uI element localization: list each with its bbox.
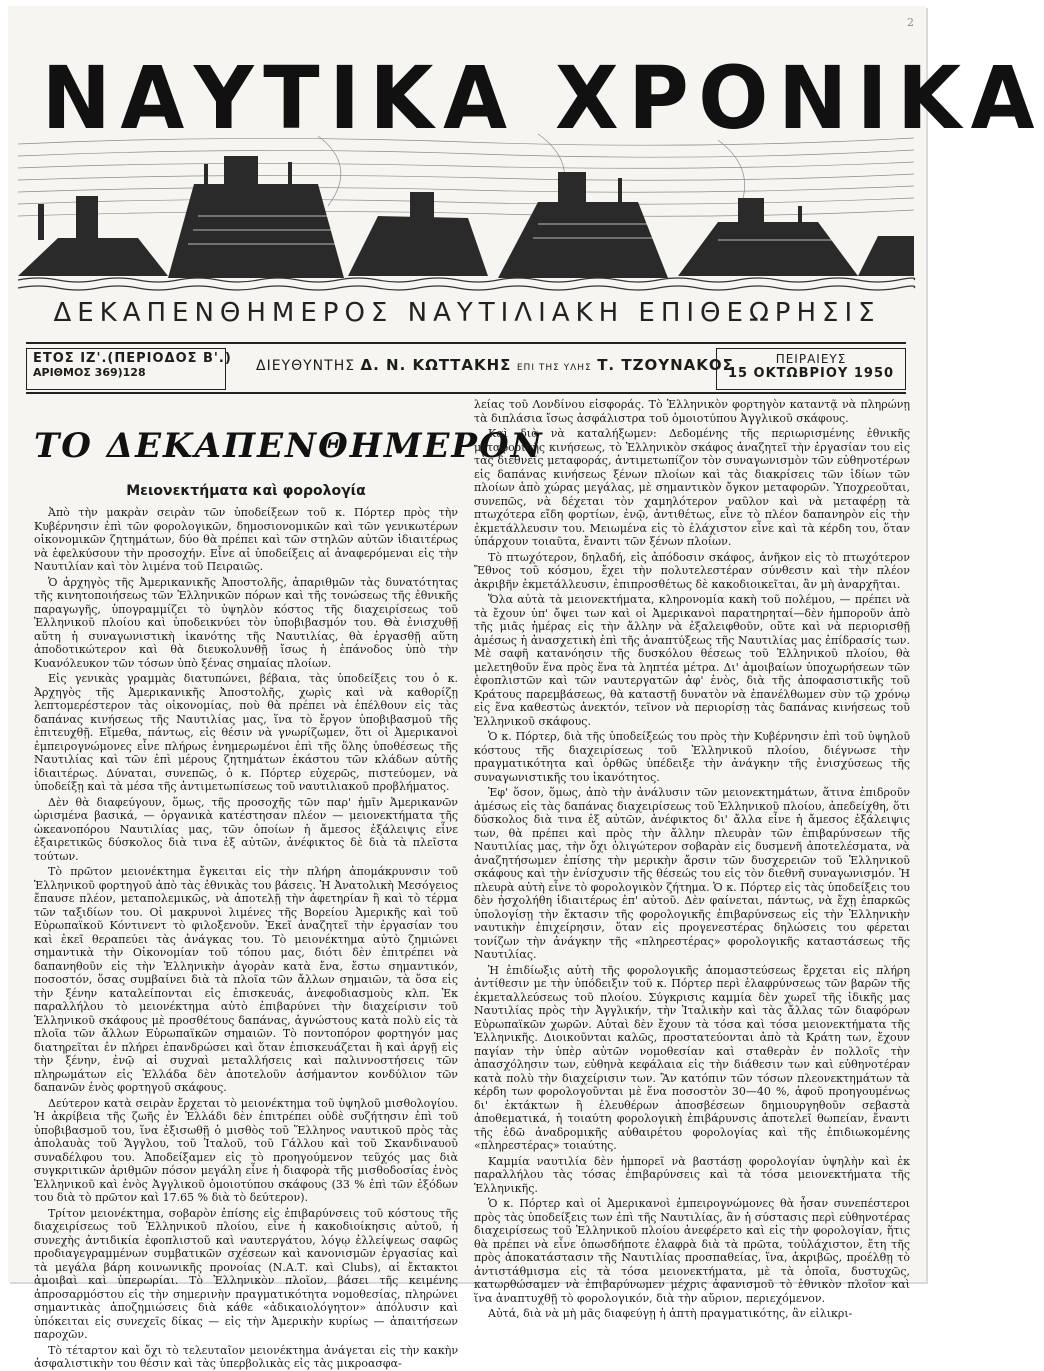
masthead-ships-illustration: [18, 126, 914, 294]
paragraph: Ὅλα αὐτὰ τὰ μειονεκτήματα, κληρονομία κακὴ τοῦ πολέμου, — πρέπει νὰ τὰ ἔχουν ὑπ' ὄψει των καὶ οἱ Ἀμερικανοὶ παρατηρηταί—δὲν ἠμποροῦν ἀπὸ τῆς μιᾶς ἡμέρας εἰς τὴν ἄλλην νὰ ἐξαλειφθοῦν, οὔτε καὶ νὰ περιορισθῇ ἀμέσως ἡ ἀνασχετικὴ ἐπὶ τῆς ἀναπτύξεως τῆς Ναυτιλίας μας ἐπίδρασίς των. Μὲ σαφῆ κατανόησιν τῆς δυσκόλου θέσεως τοῦ Ἑλληνικοῦ πλοίου, θὰ μελετηθοῦν ἕνα πρὸς ἕνα τὰ ληπτέα μέτρα. Δι' ἀμοιβαίων ὑποχωρήσεων τῶν ἐφοπλιστῶν καὶ τῶν ναυτεργατῶν ἀφ' ἑνὸς, διὰ τῆς ἀποφασιστικῆς τοῦ Κράτους παρεμβάσεως, θὰ καταστῇ δυνατὸν νὰ ἐπανέλθωμεν σὺν τῷ χρόνῳ εἰς ἕνα καθεστὼς ἀνεκτόν, τεῖνον νὰ περιορίσῃ τὰς δαπάνας κινήσεως τοῦ Ἑλληνικοῦ σκάφους.: [474, 593, 910, 728]
issue-date: 15 ΟΚΤΩΒΡΙΟΥ 1950: [727, 366, 895, 381]
issue-date-box: [716, 348, 906, 390]
paragraph: Καὶ διὰ νὰ καταλήξωμεν: Δεδομένης τῆς περιωρισμένης ἐθνικῆς μεταφορικῆς κινήσεως, τὸ Ἑλληνικὸν σκάφος ἀναζητεῖ τὴν ἐργασίαν του εἰς τὰς διεθνεῖς μεταφοράς, ἀντιμετωπίζον τὸν συναγωνισμὸν τῶν εὐθηνοτέρων εἰς δαπάνας κινήσεως ξένων πλοίων καὶ τὰς διακρίσεις τῶν ἰδίων τῶν πλοίων ἀπὸ χώρας μεγάλας, μὲ σημαντικὸν ὄγκον μεταφορῶν. Ὑποχρεοῦται, συνεπῶς, νὰ δέχεται τὸν χαμηλότερον ναῦλον καὶ νὰ μεταφέρῃ τὰ πτωχότερα εἴδη φορτίων, ἐνῷ, ἀντιθέτως, εἶνε τὸ πλέον δαπανηρὸν εἰς τὴν ἐκμετάλλευσιν του. Μειωμένα εἰς τὸ ἐλάχιστον εἶνε καὶ τὰ κέρδη του, ὅταν ὑπάρχουν τοιαῦτα, ἔναντι τῶν ξένων πλοίων.: [474, 427, 910, 548]
masthead-subtitle: ΔΕΚΑΠΕΝΘΗΜΕΡΟΣ ΝΑΥΤΙΛΙΑΚΗ ΕΠΙΘΕΩΡΗΣΙΣ: [53, 298, 881, 328]
paragraph: Τρίτον μειονέκτημα, σοβαρὸν ἐπίσης εἰς ἐπιβαρύνσεις τοῦ κόστους τῆς διαχειρίσεως τοῦ Ἑλληνικοῦ πλοίου, εἶνε ἡ κακοδιοίκησις αὐτοῦ, ἡ συνεχὴς ἀντιδικία ἐφοπλιστοῦ καὶ ναυτεργάτου, λόγῳ ἐλλείψεως σαφῶς προδιαγεγραμμένων συμβατικῶν σχέσεων καὶ κανονισμῶν ἐργασίας καὶ τὰ μεγάλα βάρη κοινωνικῆς προνοίας (Ν.Α.Τ. καὶ Clubs), αἱ ἔκτακτοι ἀμοιβαὶ καὶ ὑπερωρίαι. Τὸ Ἑλληνικὸν πλοῖον, βάσει τῆς κειμένης ἀπροσαρμόστου εἰς τὴν σημερινὴν πραγματικότητα νομοθεσίας, πληρώνει σημαντικὰς ἀποζημιώσεις διὰ κάθε «ἀδικαιολόγητον» ἀπόλυσιν καὶ ὑπόκειται εἰς συνεχεῖς δίκας — εἰς τὴν Ἀμερικὴν κυρίως — ἀπαιτήσεων παροχῶν.: [34, 1206, 458, 1341]
paragraph: Ἐφ' ὅσον, ὅμως, ἀπὸ τὴν ἀνάλυσιν τῶν μειονεκτημάτων, ἅτινα ἐπιδροῦν ἀμέσως εἰς τὰς δαπάνας διαχειρίσεως τοῦ Ἑλληνικοῦ πλοίου, ἀπεδείχθη, ὅτι δύσκολος διὰ τινα ἐξ αὐτῶν, ἀνέφικτος δι' ἄλλα εἶνε ἡ ἄμεσος ἐξάλειψις των, θὰ πρέπει καὶ πρὸς τὴν ἄλλην πλευρὰν τῶν ἐπιβαρύνσεων τῆς Ναυτιλίας μας, τὴν ὄχι ὀλιγώτερον σοβαρὰν εἰς δυσμενῆ ἀποτελέσματα, νὰ ἀναζητήσωμεν ἐπίσης τὴν μερικὴν ἄρσιν τῶν δυσχερειῶν τοῦ Ἑλληνικοῦ σκάφους καὶ τὴν ἐνίσχυσιν τῆς θέσεώς του εἰς τὸν διεθνῆ συναγωνισμόν. Ἡ πλευρὰ αὐτὴ εἶνε τὸ φορολογικὸν ζήτημα. Ὁ κ. Πόρτερ εἰς τὰς ὑποδείξεις του δὲν ἠσχολήθη ἰδιαιτέρως ἐπ' αὐτοῦ. Δὲν φαίνεται, πάντως, νὰ ἔχῃ ἐπαρκῶς ὑπολογίσῃ τὴν ἔκτασιν τῆς φορολογικῆς ἐπιβαρύνσεως εἰς τὴν Ἑλληνικὴν ναυτικὴν ἐπιχείρησιν, ὅταν εἰς προγενεστέρας δηλώσεις του φέρεται τονίζων τὴν ἀνάγκην τῆς «πληρεστέρας» φορολογικῆς καταστάσεως τῆς Ναυτιλίας.: [474, 786, 910, 961]
paragraph: Ὁ κ. Πόρτερ καὶ οἱ Ἀμερικανοὶ ἐμπειρογνώμονες θὰ ἦσαν συνεπέστεροι πρὸς τὰς ὑποδείξεις των ἐπὶ τῆς Ναυτιλίας, ἂν ἡ σύστασις περὶ εὐθηνοτέρας διαχειρίσεως τοῦ Ἑλληνικοῦ πλοίου ἀνεφέρετο καὶ εἰς τὴν φορολογίαν, ἥτις θὰ πρέπει νὰ εἶνε ὁπωσδήποτε ἐλαφρὰ διὰ τὰ πρῶτα, τοὐλάχιστον, ἔτη τῆς πρὸς ἀποκατάστασιν τῆς Ναυτιλίας προσπαθείας, ἵνα, ἀκριβῶς, προέλθῃ τὸ ἀντιστάθμισμα εἰς τὰ τόσα μειονεκτήματα, μὲ τὰ ὁποῖα, δυστυχῶς, κατωρθώσαμεν νὰ ἐπιβαρύνωμεν μέχρις ἀφανισμοῦ τὸ ἐθνικὸν πλοῖον καὶ ἵνα ἀναπτυχθῇ τὸ φορολογικόν, διὰ τὴν αὔριον, περιεχόμενον.: [474, 1197, 910, 1305]
director-label: ΔΙΕΥΘΥΝΤΗΣ: [256, 358, 356, 374]
article-heading: ΤΟ ΔΕΚΑΠΕΝΘΗΜΕΡΟΝ: [34, 426, 544, 466]
paragraph: Ὁ ἀρχηγὸς τῆς Ἀμερικανικῆς Ἀποστολῆς, ἀπαριθμῶν τὰς δυνατότητας τῆς κινητοποιήσεως τῶν Ἑλληνικῶν πόρων καὶ τῆς τονώσεως τῆς ἐθνικῆς παραγωγῆς, ὑπογραμμίζει τὸ ὑψηλὸν κόστος τῆς διαχειρίσεως τοῦ Ἑλληνικοῦ πλοίου καὶ ὑποδεικνύει τὸν ὑποβιβασμόν του. Θὰ ἐνισχυθῇ αὕτη ἡ συναγωνιστικὴ ἱκανότης τῆς Ναυτιλίας, θὰ ἐργασθῇ αὕτη ἀποδοτικώτερον καὶ θὰ διευκολυνθῇ ἴσως ἡ ἐπάνοδος ὑπὸ τὴν Κυανόλευκον τῶν τόσων ὑπὸ ξένας σημαίας πλοίων.: [34, 575, 458, 670]
issue-year-box: [26, 348, 232, 390]
paragraph: λείας τοῦ Λονδίνου εἰσφοράς. Τὸ Ἑλληνικὸν φορτηγὸν καταντᾷ νὰ πληρώνῃ τὰ διπλάσια ἴσως ἀσφάλιστρα τοῦ ὁμοιοτύπου Ἀγγλικοῦ σκάφους.: [474, 398, 910, 425]
paragraph: Ὁ κ. Πόρτερ, διὰ τῆς ὑποδείξεώς του πρὸς τὴν Κυβέρνησιν ἐπὶ τοῦ ὑψηλοῦ κόστους τῆς διαχειρίσεως τοῦ Ἑλληνικοῦ πλοίου, διέγνωσε τὴν πραγματικότητα καὶ ὀρθῶς ὑπέδειξε τὴν ἀνάγκην τῆς ἐνισχύσεως τῆς συναγωνιστικῆς του ἱκανότητος.: [474, 730, 910, 784]
editor-name: Τ. ΤΖΟΥΝΑΚΟΣ: [597, 356, 734, 374]
issue-info-bar: [26, 342, 906, 394]
paragraph: Τὸ πτωχότερον, δηλαδή, εἰς ἀπόδοσιν σκάφος, ἀνῆκον εἰς τὸ πτωχότερον Ἔθνος τοῦ κόσμου, ἔχει τὴν πολυτελεστέραν σύνθεσιν καὶ τὴν πλέον ἀκριβῆν ἐκμετάλλευσιν, ἐπιπροσθέτως δὲ κακοδιοικεῖται, ἂν μὴ ἀναρχῆται.: [474, 550, 910, 591]
paragraph: Δεύτερον κατὰ σειρὰν ἔρχεται τὸ μειονέκτημα τοῦ ὑψηλοῦ μισθολογίου. Ἡ ἀκρίβεια τῆς ζωῆς ἐν Ἑλλάδι δὲν ἐπιτρέπει οὐδὲ συζήτησιν ἐπὶ τοῦ ὑποβιβασμοῦ του, ἵνα ἐξισωθῇ ὁ μισθὸς τοῦ Ἕλληνος ναυτικοῦ πρὸς τὰς ἀπολαυὰς τοῦ Ἄγγλου, τοῦ Ἰταλοῦ, τοῦ Γάλλου καὶ τοῦ Σκανδιναυοῦ συναδέλφου του. Ἀποδείξαμεν εἰς τὸ προηγούμενον τεῦχός μας διὰ συγκριτικῶν ἀριθμῶν πόσον μεγάλη εἶνε ἡ διαφορὰ τῆς μισθοδοσίας ἑνὸς Ἑλληνικοῦ καὶ ἑνὸς Ἀγγλικοῦ ὁμοιοτύπου σκάφους (33 % ἐπὶ τῶν ἐξόδων του διὰ τὸ πρῶτον καὶ 17.65 % διὰ τὸ δεύτερον).: [34, 1096, 458, 1204]
issue-city: ΠΕΙΡΑΙΕΥΣ: [775, 352, 847, 366]
editor-label: ΕΠΙ ΤΗΣ ΥΛΗΣ: [516, 363, 592, 373]
editorial-credits: [256, 356, 734, 380]
paragraph: Δὲν θὰ διαφεύγουν, ὅμως, τῆς προσοχῆς τῶν παρ' ἡμῖν Ἀμερικανῶν ὡρισμένα βασικά, — ὀργανικὰ κατέστησαν πλέον — μειονεκτήματα τῆς ὠκεανοπόρου Ναυτιλίας μας, τῶν ὁποίων ἡ ἄμεσος ἐξάλειψις εἶνε ἐξαιρετικῶς δύσκολος διὰ τινα ἐξ αὐτῶν, ἀνέφικτος δὲ διὰ τὰ πλεῖστα τούτων.: [34, 795, 458, 863]
masthead-title: ΝΑΥΤΙΚΑ ΧΡΟΝΙΚΑ: [41, 49, 1044, 149]
newspaper-page: [8, 6, 1044, 1370]
paragraph: Εἰς γενικὰς γραμμὰς διατυπώνει, βέβαια, τὰς ὑποδείξεις του ὁ κ. Ἀρχηγὸς τῆς Ἀμερικανικῆς Ἀποστολῆς, χωρὶς καὶ νὰ καθορίζῃ λεπτομερέστερον τὰς οἰκονομίας, ποὺ θὰ πρέπει νὰ ἐπέλθουν εἰς τὰς δαπάνας κινήσεως τῆς Ναυτιλίας μας, ἵνα τὸ ἔργον ὑποβιβασμοῦ τῆς ἐπιτευχθῇ. Εἴμεθα, πάντως, εἰς θέσιν νὰ γνωρίζωμεν, ὅτι οἱ Ἀμερικανοὶ ἐμπειρογνώμονες εἶνε πλήρως ἐνημερωμένοι ἐπὶ τῆς ὅλης ὑποθέσεως τῆς Ναυτιλίας καὶ τῶν ἐπὶ μέρους ζητημάτων ἑκάστου τῶν κλάδων αὐτῆς ἰδιαιτέρως. Δύναται, συνεπῶς, ὁ κ. Πόρτερ εὐχερῶς, πιστεύομεν, νὰ ὑποδείξῃ καὶ τὰ μέσα τῆς ἀντιμετωπίσεως τοῦ ναυτιλιακοῦ προβλήματος.: [34, 672, 458, 793]
paragraph: Τὸ πρῶτον μειονέκτημα ἔγκειται εἰς τὴν πλήρη ἀπομάκρυνσιν τοῦ Ἑλληνικοῦ φορτηγοῦ ἀπὸ τὰς ἐθνικὰς του βάσεις. Ἡ Ἀνατολικὴ Μεσόγειος ἔπαυσε πλέον, μεταπολεμικῶς, νὰ ἀποτελῇ τὴν ἀφετηρίαν ἢ καὶ τὸ τέρμα τῶν ταξιδίων του. Οἱ μακρυνοὶ λιμένες τῆς Βορείου Ἀμερικῆς καὶ τοῦ Εὐρωπαϊκοῦ Κόντινεντ τὸ φιλοξενοῦν. Ἐκεῖ ἀναζητεῖ τὴν ἐργασίαν του καὶ ἐκεῖ θεραπεύει τὰς ἀνάγκας του. Τὸ μειονέκτημα αὐτὸ ζημιώνει σημαντικὰ τὴν Οἰκονομίαν τοῦ τόπου μας, διότι δὲν ἐπιτρέπει νὰ δαπανηθοῦν εἰς τὴν Ἑλληνικὴν ἀγορὰν κατὰ ἔνα, ἔστω σημαντικόν, ποσοστόν, ὅσας συμβαίνει διὰ τὰ πλοῖα τῶν ἄλλων σημαιῶν, τὰ ὅσα εἰς τὴν ξένην καταλείπονται εἰς ἐπισκευάς, ἀνεφοδιασμοὺς κλπ. Ἐκ παραλλήλου τὸ μειονέκτημα αὐτὸ ἐπιβαρύνει τὴν διαχείρισιν τοῦ Ἑλληνικοῦ σκάφους μὲ προσθέτους δαπάνας, ἀγνώστους κατὰ πολὺ εἰς τὰ πλοῖα τῶν ἄλλων Εὐρωπαϊκῶν σημαιῶν. Τὸ ποντοπόρον φορτηγόν μας διατηρεῖται ἐν πλήρει ἐπανδρώσει καὶ ὅταν ἐπισκευάζεται ἢ καὶ ἀργῇ εἰς τὴν ξένην, ἐνῷ αἱ συχναὶ μεταλλήσεις καὶ παλιννοστήσεις τῶν πληρωμάτων εἰς Ἑλλάδα δὲν ἀποτελοῦν ἀσήμαντον κονδύλιον τῶν δαπανῶν ἑνὸς φορτηγοῦ σκάφους.: [34, 865, 458, 1094]
paragraph: Ἀπὸ τὴν μακρὰν σειρὰν τῶν ὑποδείξεων τοῦ κ. Πόρτερ πρὸς τὴν Κυβέρνησιν ἐπὶ τῶν φορολογικῶν, δημοσιονομικῶν καὶ τῶν γενικωτέρων οἰκονομικῶν ζητημάτων, δύο θὰ πρέπει καὶ τῶν στηλῶν αὐτῶν ἰδιαιτέρως νὰ ἐφελκύσουν τὴν προσοχήν. Εἶνε αἱ ὑποδείξεις αἱ ἀναφερόμεναι εἰς τὴν Ναυτιλίαν καὶ τὸν λιμένα τοῦ Πειραιῶς.: [34, 506, 458, 573]
article-column-left: [34, 404, 544, 1370]
issue-number: ΑΡΙΘΜΟΣ 369)128: [33, 366, 146, 379]
paragraph: Καμμία ναυτιλία δὲν ἠμπορεῖ νὰ βαστάσῃ φορολογίαν ὑψηλὴν καὶ ἐκ παραλλήλου τὰς τόσας ἐπιβαρύνσεις καὶ τὰ τόσα μειονεκτήματα τῆς Ἑλληνικῆς.: [474, 1154, 910, 1195]
paragraph: Τὸ τέταρτον καὶ ὄχι τὸ τελευταῖον μειονέκτημα ἀνάγεται εἰς τὴν κακὴν ἀσφαλιστικὴν του θέσιν καὶ τὰς ὑπερβολικὰς εἰς τὰς μικροασφα-: [34, 1343, 458, 1370]
paragraph: Ἡ ἐπιδίωξις αὐτὴ τῆς φορολογικῆς ἀπομαστεύσεως ἔρχεται εἰς πλήρη ἀντίθεσιν με τὴν ὑπόδειξιν τοῦ κ. Πόρτερ περὶ ἐλαφρύνσεως τῶν βαρῶν τῆς ἐκμεταλλεύσεως τοῦ πλοίου. Σύγκρισις καμμία δὲν χωρεῖ τῆς ἰδικῆς μας Ναυτιλίας πρὸς τὴν Ἀγγλικήν, τὴν Ἰταλικὴν καὶ τὰς ἄλλας τῶν διαφόρων Εὐρωπαϊκῶν χωρῶν. Αὐταὶ δὲν ἔχουν τὰ τόσα καὶ τόσα μειονεκτήματα τῆς Ἑλληνικῆς. Διοικοῦνται καλῶς, προστατεύονται ἀπὸ τὰ Κράτη των, ἔχουν παγίαν τὴν ὑπὲρ αὐτῶν νομοθεσίαν καὶ σταθερὰν ἐν πολλοῖς τὴν ἀπασχόλησιν των, εὐθηνὰ κεφάλαια εἰς τὴν διάθεσιν των καὶ εὐθηνοτέραν κατὰ πολὺ τὴν διαχείρισιν των. Ἂν κατόπιν τῶν τόσων πλεονεκτημάτων τὰ κέρδη των φορολογοῦνται μὲ ἕνα ποσοστὸν 30—40 %, ἀφοῦ προηγουμένως δι' ἐκτάκτων ἢ ἐλευθέρων ἀποσβέσεων δημιουργηθοῦν σεβαστὰ ἀποθεματικά, ἡ τοιαύτη φορολογικὴ ἐπιβάρυνσις ἀποτελεῖ θωπείαν, ἔναντι τῆς ἐδῶ ἀναδρομικῆς αὐθαιρέτου φορολογίας καὶ τῆς ἐπιδιωκομένης «πληρεστέρας» τοιαύτης.: [474, 963, 910, 1152]
paragraph: Αὐτά, διὰ νὰ μὴ μᾶς διαφεύγῃ ἡ ἀπτὴ πραγματικότης, ἂν εἰλικρι-: [488, 1307, 853, 1320]
issue-year: ΕΤΟΣ ΙΖ'.(ΠΕΡΙΟΔΟΣ Β'.): [33, 351, 232, 366]
article-column-right: [474, 398, 910, 1320]
article-subheading: Μειονεκτήματα καὶ φορολογία: [126, 483, 366, 499]
page-number: 2: [907, 16, 914, 29]
director-name: Δ. Ν. ΚΩΤΤΑΚΗΣ: [360, 356, 512, 374]
